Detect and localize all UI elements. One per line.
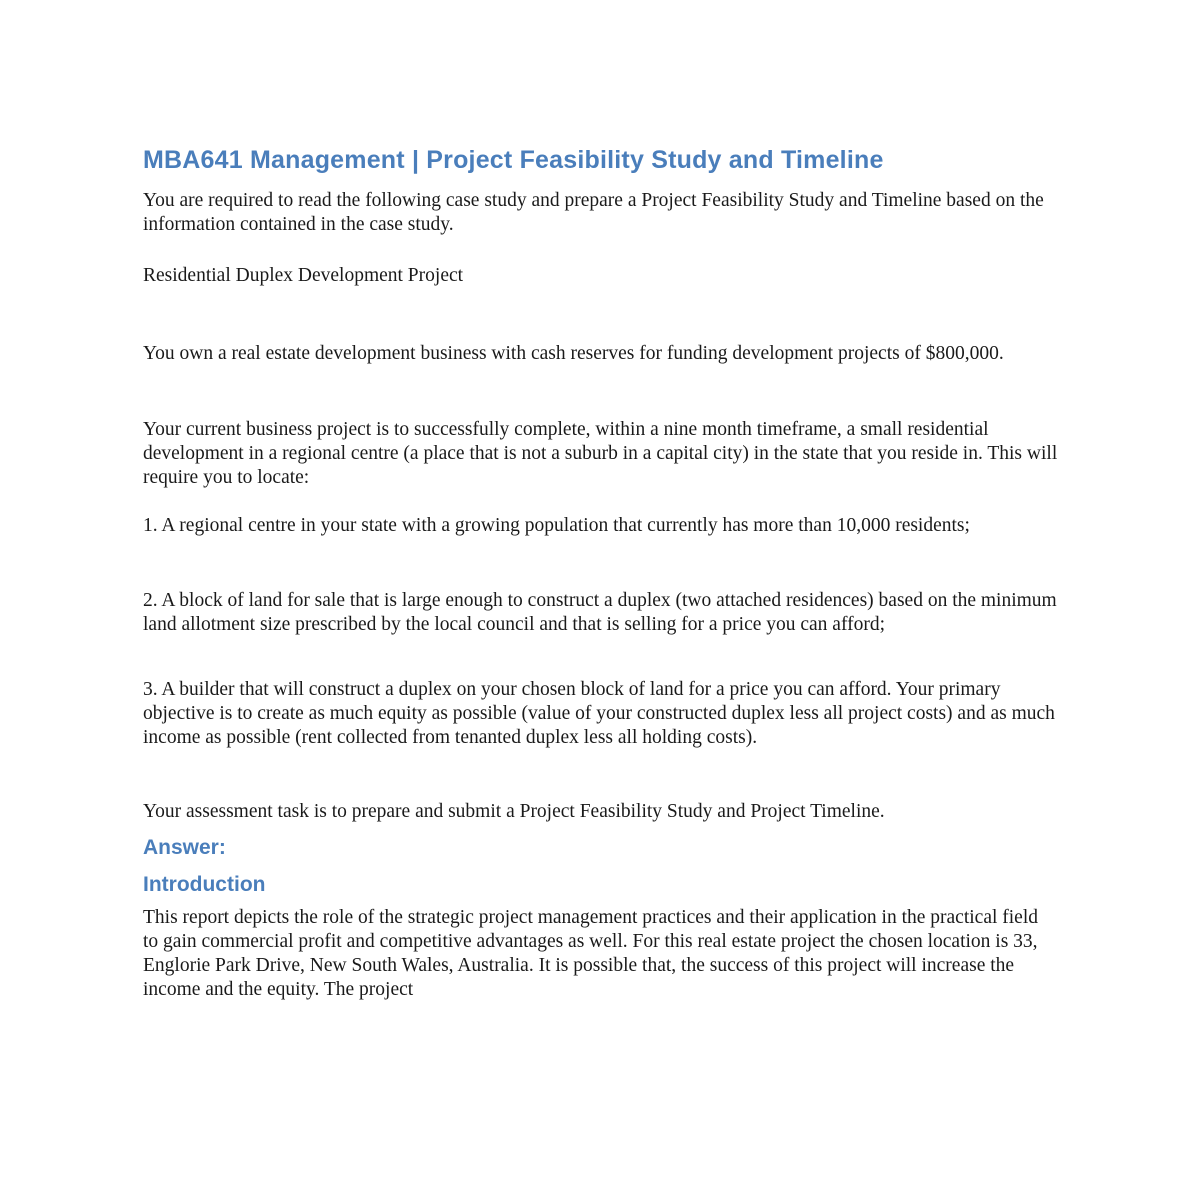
case-study-title-paragraph: Residential Duplex Development Project (143, 265, 464, 286)
requirement-item-1: 1. A regional centre in your state with a growing population that currently has more than 10,000 residents; (143, 515, 970, 536)
requirement-item-2: 2. A block of land for sale that is large enough to construct a duplex (two attached residences) based on the minimum land allotment size prescribed by the local council and that is selling for a price you can afford; (143, 590, 1057, 635)
requirement-item-3: 3. A builder that will construct a duplex on your chosen block of land for a price you can afford. Your primary objective is to create as much equity as possible (value of your constructed duplex less all project costs) and as much income as possible (rent collected from tenanted duplex less all holding costs). (143, 679, 1055, 748)
assessment-task-paragraph: Your assessment task is to prepare and submit a Project Feasibility Study and Project Timeline. (143, 801, 885, 822)
cash-reserves-paragraph: You own a real estate development business with cash reserves for funding development projects of $800,000. (143, 343, 1004, 364)
business-project-paragraph: Your current business project is to successfully complete, within a nine month timeframe, a small residential development in a regional centre (a place that is not a suburb in a capital city) in the state that you reside in. This will require you to locate: (143, 419, 1058, 488)
introduction-paragraph: This report depicts the role of the strategic project management practices and their application in the practical field to gain commercial profit and competitive advantages as well. For this real estate project the chosen location is 33, Englorie Park Drive, New South Wales, Australia. It is possible that, the success of this project will increase the income and the equity. The project (143, 907, 1039, 1000)
introduction-heading: Introduction (143, 873, 266, 896)
brief-paragraph: You are required to read the following case study and prepare a Project Feasibility Study and Timeline based on the information contained in the case study. (143, 190, 1044, 235)
answer-heading: Answer: (143, 836, 226, 859)
document-title: MBA641 Management | Project Feasibility Study and Timeline (143, 146, 884, 174)
